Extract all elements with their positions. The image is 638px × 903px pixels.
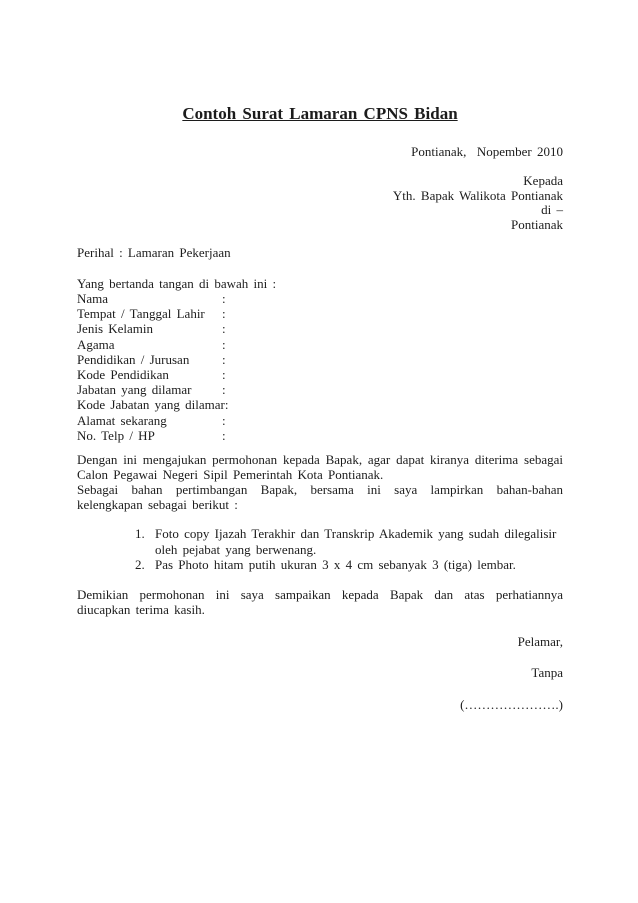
date-line: Pontianak, Nopember 2010 <box>411 144 563 159</box>
field-colon: : <box>222 291 226 306</box>
field-label-tempat-tanggal-lahir: Tempat / Tanggal Lahir <box>77 306 205 322</box>
intro-line: Yang bertanda tangan di bawah ini : <box>77 276 277 291</box>
attachment-item-2 <box>135 557 563 573</box>
field-colon: : <box>224 397 229 413</box>
field-label-alamat-sekarang: Alamat sekarang <box>77 412 167 428</box>
form-row-tempat-tanggal-lahir <box>77 306 563 321</box>
field-colon: : <box>222 351 226 367</box>
field-colon: : <box>222 306 226 322</box>
field-colon: : <box>222 336 226 352</box>
recipient-line-di: di – <box>541 202 563 217</box>
letter-title: Contoh Surat Lamaran CPNS Bidan <box>182 104 458 123</box>
field-label-agama: Agama <box>77 336 115 352</box>
signature-name: Tanpa <box>531 664 563 680</box>
field-label-jenis-kelamin: Jenis Kelamin <box>77 321 154 337</box>
subject-line: Perihal : Lamaran Pekerjaan <box>77 245 231 260</box>
field-colon: : <box>222 427 226 443</box>
paragraph-request: Dengan ini mengajukan permohonan kepada Bapak, agar dapat kiranya diterima sebagai Calon Pegawai Negeri Sipil Pemerintah Kota Pontianak. <box>77 452 563 483</box>
field-colon: : <box>222 321 226 337</box>
closing-paragraph: Demikian permohonan ini saya sampaikan kepada Bapak dan atas perhatiannya diucapkan terima kasih. <box>77 586 563 617</box>
field-colon: : <box>222 367 226 383</box>
recipient-block <box>77 174 563 232</box>
attachment-list <box>77 526 563 573</box>
field-colon: : <box>222 412 226 428</box>
signature-role: Pelamar, <box>517 633 563 649</box>
field-label-kode-jabatan-dilamar: Kode Jabatan yang dilamar <box>77 397 225 413</box>
form-row-kode-pendidikan <box>77 367 563 382</box>
field-label-nama: Nama <box>77 291 109 306</box>
attachment-number: 1. <box>135 526 145 542</box>
body-paragraphs <box>77 452 563 512</box>
field-label-jabatan-dilamar: Jabatan yang dilamar <box>77 382 192 398</box>
field-label-kode-pendidikan: Kode Pendidikan <box>77 367 169 383</box>
field-label-pendidikan-jurusan: Pendidikan / Jurusan <box>77 351 190 367</box>
recipient-line-kepada: Kepada <box>523 173 563 188</box>
form-row-jabatan-dilamar <box>77 382 563 397</box>
form-row-kode-jabatan-dilamar <box>77 397 563 412</box>
field-label-telp-hp: No. Telp / HP <box>77 427 155 443</box>
form-row-jenis-kelamin <box>77 321 563 336</box>
attachment-number: 2. <box>135 557 145 573</box>
form-row-alamat-sekarang <box>77 413 563 428</box>
attachment-text: Pas Photo hitam putih ukuran 3 x 4 cm sebanyak 3 (tiga) lembar. <box>155 557 516 573</box>
paragraph-consideration: Sebagai bahan pertimbangan Bapak, bersama ini saya lampirkan bahan-bahan kelengkapan sebagai berikut : <box>77 482 563 513</box>
signature-placeholder: (………………….) <box>460 696 563 712</box>
form-row-agama <box>77 337 563 352</box>
attachment-item-1 <box>135 526 563 557</box>
form-row-nama <box>77 291 563 306</box>
recipient-line-addressee: Yth. Bapak Walikota Pontianak <box>392 187 563 203</box>
form-row-pendidikan-jurusan <box>77 352 563 367</box>
attachment-text: Foto copy Ijazah Terakhir dan Transkrip Akademik yang sudah dilegalisir oleh pejabat yang berwenang. <box>155 526 557 557</box>
form-row-telp-hp <box>77 428 563 443</box>
recipient-line-city: Pontianak <box>511 216 563 232</box>
field-colon: : <box>222 382 226 398</box>
applicant-form <box>77 291 563 443</box>
